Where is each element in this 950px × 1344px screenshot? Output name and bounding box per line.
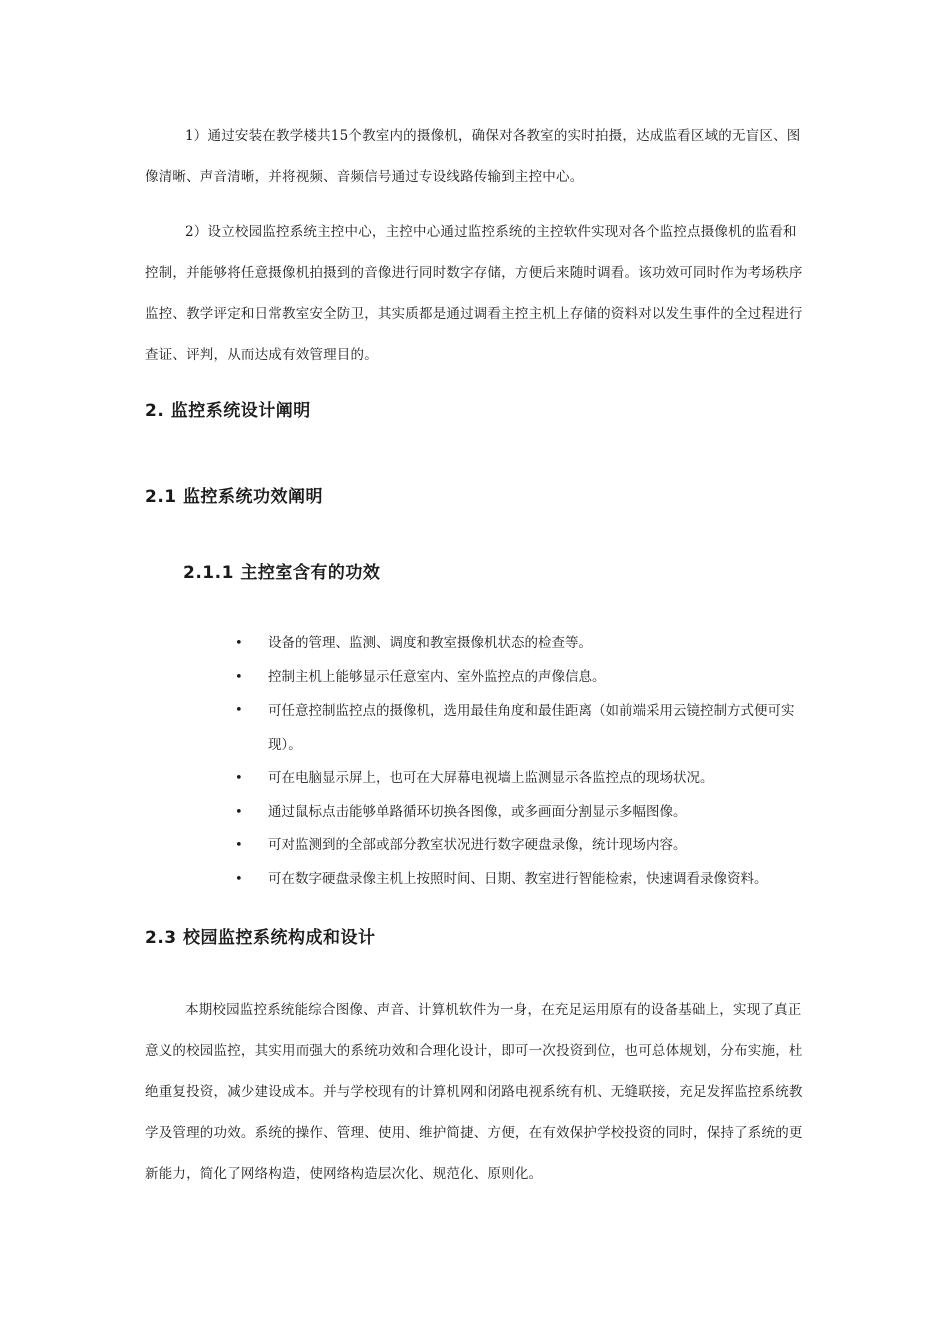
heading-2-1-1: 2.1.1 主控室含有的功效	[183, 563, 381, 583]
bullet-icon: •	[235, 636, 243, 651]
bullet-icon: •	[235, 804, 243, 820]
heading-2-3: 2.3 校园监控系统构成和设计	[145, 928, 376, 948]
list-item: • 可在电脑显示屏上，也可在大屏幕电视墙上监测显示各监控点的现场状况。	[235, 762, 810, 796]
bullet-icon: •	[235, 871, 243, 887]
bullet-icon: •	[235, 703, 243, 718]
function-list	[235, 627, 810, 896]
heading-2: 2. 监控系统设计阐明	[145, 401, 311, 421]
list-item: • 可任意控制监控点的摄像机，选用最佳角度和最佳距离（如前端采用云镜控制方式便可实现）。	[235, 694, 810, 762]
paragraph-system-overview: 本期校园监控系统能综合图像、声音、计算机软件为一身，在充足运用原有的设备基础上，实现了真正意义的校园监控，其实用而强大的系统功效和合理化设计，即可一次投资到位，也可总体规划，分布实施，杜绝重复投资，减少建设成本。并与学校现有的计算机网和闭路电视系统有机、无缝联接，充足发挥监控系统教学及管理的功效。系统的操作、管理、使用、维护简捷、方便，在有效保护学校投资的同时，保持了系统的更新能力，简化了网络构造，使网络构造层次化、规范化、原则化。	[145, 1002, 803, 1182]
list-item: • 控制主机上能够显示任意室内、室外监控点的声像信息。	[235, 661, 810, 695]
paragraph-control-center: 2）设立校园监控系统主控中心，主控中心通过监控系统的主控软件实现对各个监控点摄像机的监看和控制，并能够将任意摄像机拍摄到的音像进行同时数字存储，方便后来随时调看。该功效可同时作为考场秩序监控、教学评定和日常教室安全防卫，其实质都是通过调看主控主机上存储的资料对以发生事件的全过程进行查证、评判，从而达成有效管理目的。	[145, 224, 803, 363]
list-item: • 通过鼠标点击能够单路循环切换各图像，或多画面分割显示多幅图像。	[235, 796, 810, 830]
bullet-icon: •	[235, 669, 243, 685]
list-item: • 可在数字硬盘录像主机上按照时间、日期、教室进行智能检索，快速调看录像资料。	[235, 863, 810, 897]
bullet-icon: •	[235, 838, 243, 853]
paragraph-camera-install: 1）通过安装在教学楼共15个教室内的摄像机，确保对各教室的实时拍摄，达成监看区域的无盲区、图像清晰、声音清晰，并将视频、音频信号通过专设线路传输到主控中心。	[145, 128, 801, 185]
list-item: • 可对监测到的全部或部分教室状况进行数字硬盘录像，统计现场内容。	[235, 829, 810, 863]
bullet-icon: •	[235, 771, 243, 786]
heading-2-1: 2.1 监控系统功效阐明	[145, 487, 324, 507]
list-item: • 设备的管理、监测、调度和教室摄像机状态的检查等。	[235, 627, 810, 661]
